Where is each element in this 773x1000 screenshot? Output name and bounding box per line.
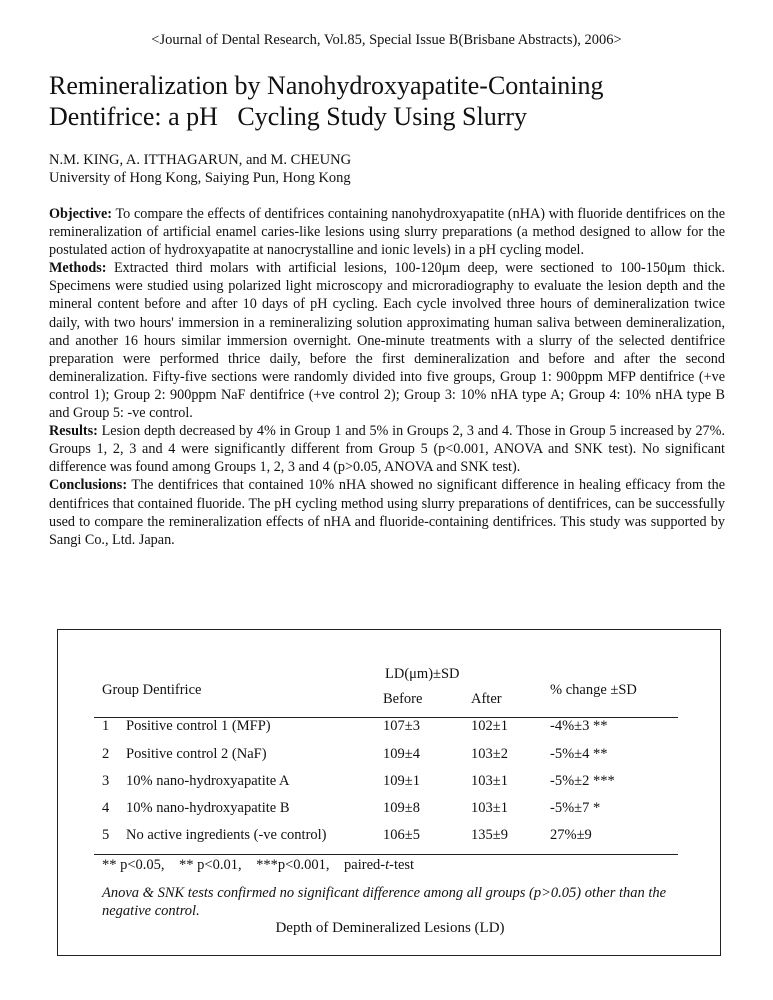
row-before: 109±1: [383, 773, 420, 789]
affiliation: University of Hong Kong, Saiying Pun, Hong Kong: [49, 170, 351, 186]
row-number: 4: [102, 800, 110, 816]
significance-note-prefix: ** p<0.05, ** p<0.01, ***p<0.001, paired-: [102, 857, 386, 873]
paper-title: [49, 70, 749, 132]
row-change: -4%±3 **: [550, 718, 608, 734]
results-label: Results:: [49, 423, 98, 440]
table-caption: Depth of Demineralized Lesions (LD): [275, 920, 505, 936]
row-before: 109±8: [383, 800, 420, 816]
results-paragraph: [49, 422, 725, 476]
row-change: -5%±2 ***: [550, 773, 615, 789]
col-after: After: [471, 691, 502, 707]
abstract: [49, 205, 725, 549]
author-block: [49, 151, 729, 187]
row-after: 103±2: [471, 746, 508, 762]
row-after: 103±1: [471, 773, 508, 789]
col-before: Before: [383, 691, 423, 707]
row-number: 3: [102, 773, 110, 789]
title-line-1: Remineralization by Nanohydroxyapatite-Containing: [49, 71, 604, 100]
row-change: -5%±7 *: [550, 800, 601, 816]
results-table-figure: [57, 629, 721, 956]
significance-note-t: t: [385, 857, 390, 873]
row-after: 102±1: [471, 718, 508, 734]
journal-citation: <Journal of Dental Research, Vol.85, Special Issue B(Brisbane Abstracts), 2006>: [151, 32, 622, 48]
objective-text: To compare the effects of dentifrices containing nanohydroxyapatite (nHA) with fluoride dentifrices on the remineralization of artificial enamel caries-like lesions using slurry preparations (a method designed to allow for the postulated action of hydroxyapatite at nanocrystalline and ionic levels) in a pH cycling model.: [49, 206, 725, 259]
ld-header: LD(μm)±SD: [385, 666, 460, 682]
anova-note: Anova & SNK tests confirmed no significant difference among all groups (p>0.05) other than the negative control.: [102, 885, 667, 919]
conclusions-label: Conclusions:: [49, 477, 128, 494]
conclusions-paragraph: [49, 476, 725, 548]
objective-label: Objective:: [49, 206, 113, 222]
title-line-2: Dentifrice: a pH Cycling Study Using Slurry: [49, 102, 528, 131]
col-group-dentifrice: Group Dentifrice: [102, 682, 202, 698]
row-after: 103±1: [471, 800, 508, 816]
row-dentifrice: Positive control 1 (MFP): [126, 718, 271, 734]
row-after: 135±9: [471, 827, 508, 843]
row-dentifrice: No active ingredients (-ve control): [126, 827, 327, 843]
row-number: 2: [102, 746, 110, 762]
objective-paragraph: [49, 205, 725, 259]
methods-paragraph: [49, 259, 725, 422]
row-dentifrice: 10% nano-hydroxyapatite A: [126, 773, 290, 789]
bottom-rule: [94, 854, 678, 855]
methods-label: Methods:: [49, 260, 107, 277]
results-text: Lesion depth decreased by 4% in Group 1 and 5% in Groups 2, 3 and 4. Those in Group 5 increased by 27%. Groups 1, 2, 3 and 4 were significantly different from Group 5 (p<0.001, ANOVA and SNK test). No significant difference was found among Groups 1, 2, 3 and 4 (p>0.05, ANOVA and SNK test).: [49, 423, 725, 476]
row-before: 109±4: [383, 746, 420, 762]
row-before: 106±5: [383, 827, 420, 843]
row-change: -5%±4 **: [550, 746, 608, 762]
row-number: 5: [102, 827, 110, 843]
conclusions-text: The dentifrices that contained 10% nHA showed no significant difference in healing efficacy from the dentifrices that contained fluoride. The pH cycling method using slurry preparations of dentifrices, can be successfully used to compare the remineralization effects of nHA and fluoride-containing dentifrices. This study was supported by Sangi Co., Ltd. Japan.: [49, 477, 725, 548]
row-dentifrice: Positive control 2 (NaF): [126, 746, 267, 762]
row-before: 107±3: [383, 718, 420, 734]
row-number: 1: [102, 718, 110, 734]
methods-text: Extracted third molars with artificial lesions, 100-120μm deep, were sectioned to 100-150μm thick. Specimens were studied using polarized light microscopy and microradiography to evaluate the lesion depth and the mineral content before and after 10 days of pH cycling. Each cycle involved three hours of demineralization twice daily, with two hours' immersion in a remineralizing solution approximating human saliva between demineralization, and another 16 hours similar immersion overnight. One-minute treatments with a slurry of the selected dentifrice preparation were performed thrice daily, before the first demineralization and before and after the second demineralization. Fifty-five sections were randomly divided into five groups, Group 1: 900ppm MFP dentifrice (+ve control 1); Group 2: 900ppm NaF dentifrice (+ve control 2); Group 3: 10% nHA type A; Group 4: 10% nHA type B and Group 5: -ve control.: [49, 260, 725, 422]
col-percent-change: % change ±SD: [550, 682, 637, 698]
row-change: 27%±9: [550, 827, 592, 843]
significance-note: [102, 857, 414, 874]
author-names: N.M. KING, A. ITTHAGARUN, and M. CHEUNG: [49, 152, 352, 168]
significance-note-suffix: -test: [389, 857, 415, 873]
row-dentifrice: 10% nano-hydroxyapatite B: [126, 800, 290, 816]
